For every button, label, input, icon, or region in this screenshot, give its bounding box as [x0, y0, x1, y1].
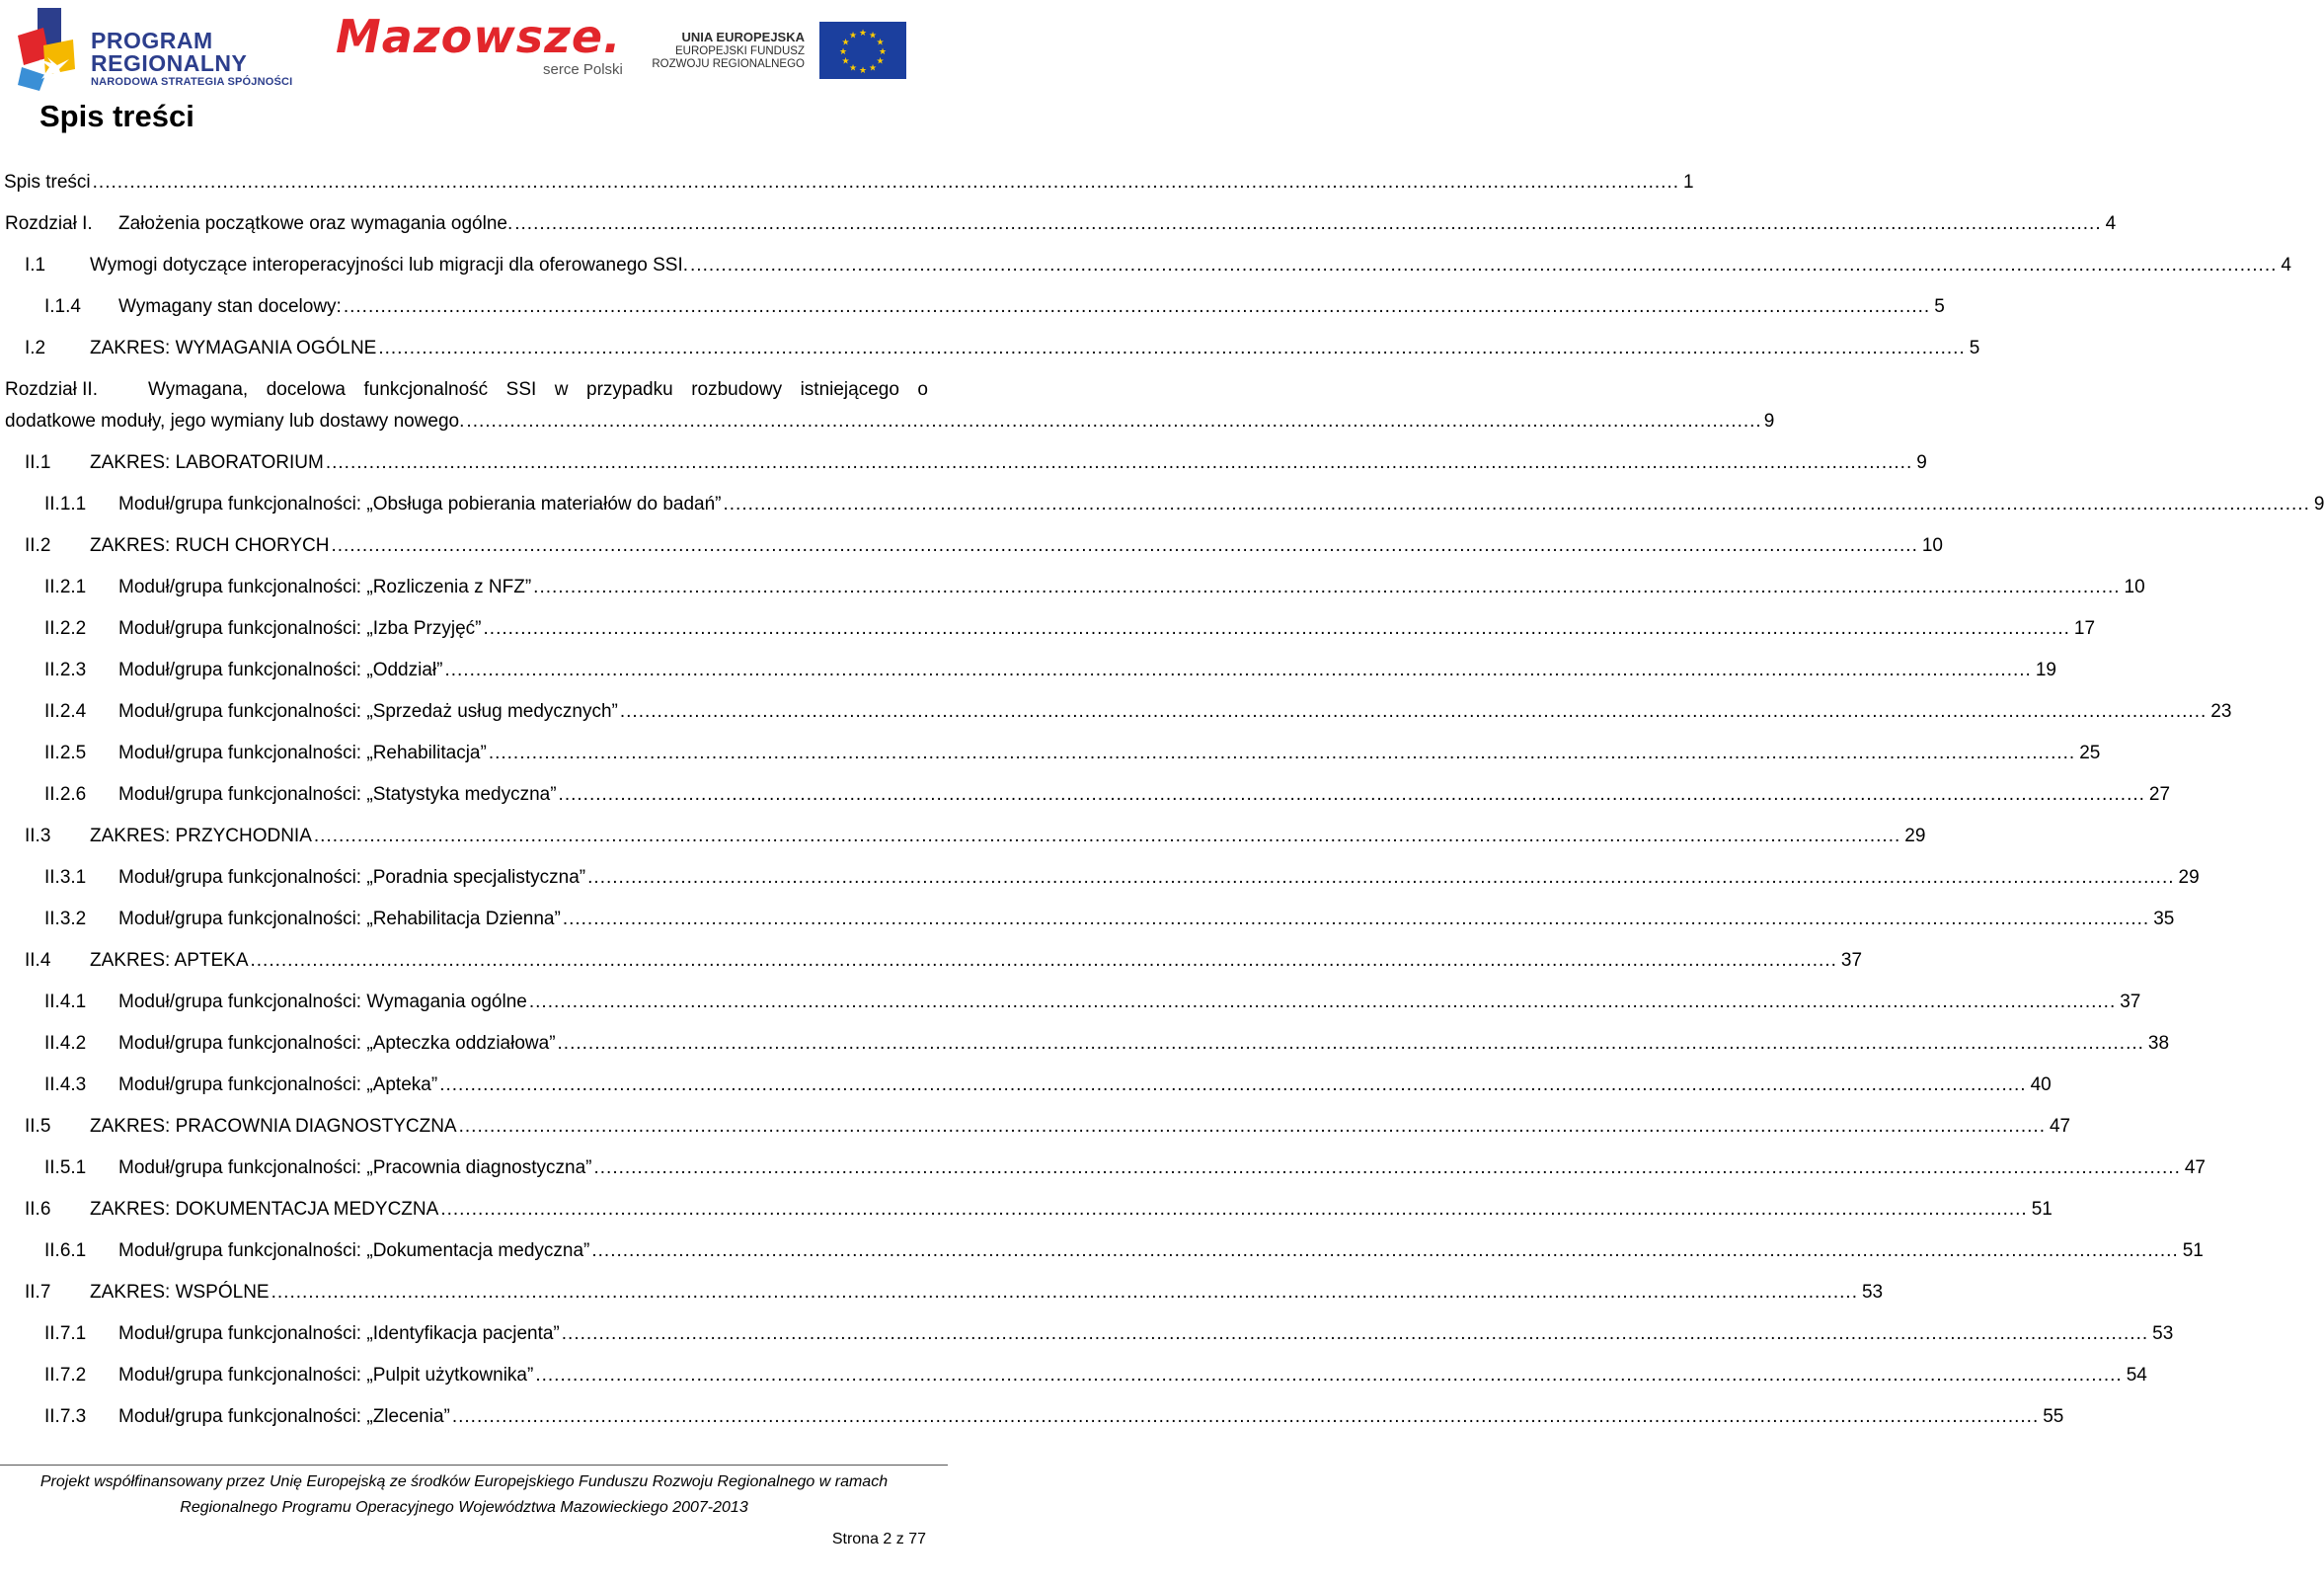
toc-leader-dots [251, 950, 1837, 972]
toc-entry-text: Spis treści [4, 172, 91, 193]
toc-leader-dots [620, 701, 2207, 723]
toc-entry-text: Moduł/grupa funkcjonalności: „Pracownia diagnostyczna” [118, 1157, 592, 1178]
toc-entry-number: I.1 [25, 255, 46, 276]
toc-entry-number: II.4.2 [44, 1033, 87, 1054]
toc-entry-text: Założenia początkowe oraz wymagania ogólne. [118, 213, 513, 234]
program-regionalny-emblem-icon [14, 6, 83, 91]
toc-entry-page: 4 [2281, 255, 2291, 276]
toc-leader-dots [344, 296, 1930, 318]
toc-leader-dots: ................................................................................................................................................................................................................. [466, 411, 1762, 432]
toc-entry-number: II.6 [25, 1199, 51, 1220]
toc-entry-number: I.2 [25, 338, 46, 358]
toc-entry[interactable] [0, 484, 2324, 525]
toc-entry[interactable] [0, 1355, 2147, 1396]
toc-entry[interactable] [0, 245, 2291, 286]
toc-entry-text: ZAKRES: RUCH CHORYCH [90, 535, 330, 556]
toc-entry-page: 37 [1840, 950, 1863, 971]
toc-entry-number: II.6.1 [44, 1240, 87, 1261]
toc-leader-dots [690, 255, 2277, 277]
toc-leader-dots [452, 1406, 2039, 1428]
toc-leader-dots [559, 784, 2145, 806]
toc-leader-dots [587, 867, 2174, 889]
toc-entry-page: 47 [2184, 1157, 2206, 1178]
toc-entry-number: II.4.1 [44, 991, 87, 1012]
toc-entry-number: II.2.2 [44, 618, 87, 639]
toc-entry-text: Moduł/grupa funkcjonalności: „Identyfikacja pacjenta” [118, 1323, 560, 1344]
toc-leader-dots [563, 909, 2149, 930]
toc-entry[interactable] [0, 1396, 2064, 1438]
eu-logo-line3: ROZWOJU REGIONALNEGO [652, 58, 805, 70]
toc-entry-first-line [5, 374, 928, 406]
toc-entry-number: II.2.5 [44, 743, 87, 763]
toc-entry-page: 5 [1969, 338, 1980, 358]
toc-entry-number: II.3 [25, 826, 51, 846]
toc-entry[interactable] [0, 899, 2175, 940]
toc-entry[interactable] [0, 691, 2232, 733]
toc-leader-dots [562, 1323, 2148, 1345]
toc-entry-number: I.1.4 [44, 296, 81, 317]
toc-entry-number: II.2.4 [44, 701, 87, 722]
toc-leader-dots [331, 535, 1917, 557]
toc-leader-dots [489, 743, 2075, 764]
toc-entry-page: 9 [1916, 452, 1927, 473]
toc-leader-dots [439, 1074, 2026, 1096]
toc-leader-dots [484, 618, 2070, 640]
svg-text:★: ★ [848, 31, 858, 41]
toc-leader-dots [440, 1199, 2027, 1221]
eu-logo-line1: UNIA EUROPEJSKA [681, 30, 805, 44]
toc-entry-text: Moduł/grupa funkcjonalności: „Rehabilitacja Dzienna” [118, 909, 561, 929]
toc-entry-number: II.7.2 [44, 1365, 87, 1386]
eu-logo [652, 20, 918, 89]
toc-entry-number: II.2.3 [44, 660, 87, 680]
toc-entry-text: ZAKRES: WYMAGANIA OGÓLNE [90, 338, 377, 358]
toc-entry-page: 5 [1934, 296, 1945, 317]
toc-entry[interactable] [0, 1272, 1884, 1313]
toc-entry[interactable] [0, 608, 2096, 650]
toc-entry-page: 37 [2120, 991, 2141, 1012]
mazowsze-logo [336, 10, 632, 83]
toc-entry-text: Moduł/grupa funkcjonalności: Wymagania ogólne [118, 991, 527, 1012]
toc-leader-dots [444, 660, 2031, 681]
toc-entry[interactable] [0, 1106, 2071, 1148]
toc-entry-text: Moduł/grupa funkcjonalności: „Dokumentacja medyczna” [118, 1240, 590, 1261]
toc-entry-page: 47 [2049, 1116, 2071, 1137]
toc-entry-number: II.7.1 [44, 1323, 87, 1344]
toc-entry-number: II.4 [25, 950, 51, 971]
toc-entry[interactable] [0, 567, 2145, 608]
mazowsze-tagline: serce Polski [543, 61, 623, 78]
svg-text:★: ★ [876, 56, 885, 67]
eu-logo-line2: EUROPEJSKI FUNDUSZ [675, 45, 805, 57]
toc-entry[interactable] [0, 203, 2117, 245]
svg-text:★: ★ [868, 31, 878, 41]
toc-entry-number: II.3.2 [44, 909, 87, 929]
toc-entry-page: 4 [2105, 213, 2117, 234]
page-title: Spis treści [39, 99, 194, 133]
toc-entry-number: II.2.1 [44, 577, 87, 597]
toc-entry-page: 23 [2210, 701, 2232, 722]
svg-text:★: ★ [868, 63, 878, 74]
toc-entry-second-line [5, 406, 1775, 437]
program-regionalny-line2: REGIONALNY [91, 50, 248, 76]
toc-leader-dots [533, 577, 2120, 598]
svg-text:★: ★ [838, 47, 848, 57]
toc-leader-dots [535, 1365, 2122, 1387]
toc-entry[interactable] [0, 1065, 2052, 1106]
footer-divider [0, 1465, 948, 1466]
toc-leader-dots [378, 338, 1965, 359]
svg-text:★: ★ [858, 66, 868, 76]
toc-entry[interactable] [0, 650, 2056, 691]
toc-entry-text: Moduł/grupa funkcjonalności: „Poradnia specjalistyczna” [118, 867, 586, 888]
toc-entry[interactable] [0, 1148, 2206, 1189]
toc-entry[interactable] [5, 374, 1775, 437]
toc-entry-text: Moduł/grupa funkcjonalności: „Obsługa pobierania materiałów do badań” [118, 494, 722, 515]
toc-entry-page: 10 [2124, 577, 2145, 597]
toc-entry[interactable] [0, 162, 1694, 203]
footer-line2: Regionalnego Programu Operacyjnego Województwa Mazowieckiego 2007-2013 [180, 1499, 748, 1516]
page-number: Strona 2 z 77 [831, 1531, 926, 1547]
toc-entry-page: 9 [1763, 411, 1775, 432]
toc-leader-dots [558, 1033, 2144, 1055]
toc-entry-text: Moduł/grupa funkcjonalności: „Izba Przyjęć” [118, 618, 482, 639]
page-header [0, 0, 948, 94]
toc-entry-page: 40 [2030, 1074, 2052, 1095]
toc-entry[interactable] [0, 1313, 2174, 1355]
toc-entry[interactable] [0, 857, 2200, 899]
mazowsze-wordmark: Mazowsze. [336, 10, 622, 63]
toc-entry-text: Moduł/grupa funkcjonalności: „Sprzedaż usług medycznych” [118, 701, 618, 722]
toc-entry-text: Wymagana, docelowa funkcjonalność SSI w przypadku rozbudowy istniejącego o [148, 379, 928, 400]
toc-entry-number: Rozdział I. [5, 213, 93, 234]
toc-entry[interactable] [0, 1189, 2053, 1230]
toc-entry-number: II.1 [25, 452, 51, 473]
toc-entry-text: ZAKRES: PRACOWNIA DIAGNOSTYCZNA [90, 1116, 457, 1137]
toc-entry-page: 55 [2043, 1406, 2064, 1427]
toc-entry-text: ZAKRES: APTEKA [90, 950, 249, 971]
toc-leader-dots [459, 1116, 2046, 1138]
toc-entry-text: Wymagany stan docelowy: [118, 296, 342, 317]
toc-entry-text: ZAKRES: WSPÓLNE [90, 1282, 270, 1303]
toc-entry-page: 27 [2148, 784, 2171, 805]
toc-entry-number: II.4.3 [44, 1074, 87, 1095]
toc-entry[interactable] [0, 328, 1980, 369]
toc-leader-dots [314, 826, 1900, 847]
toc-entry-page: 29 [1904, 826, 1926, 846]
toc-leader-dots [593, 1157, 2180, 1179]
toc-entry-page: 51 [2031, 1199, 2053, 1220]
toc-entry[interactable] [0, 816, 1926, 857]
toc-entry-text: Moduł/grupa funkcjonalności: „Pulpit użytkownika” [118, 1365, 534, 1386]
toc-entry-text: Moduł/grupa funkcjonalności: „Apteczka oddziałowa” [118, 1033, 556, 1054]
toc-entry[interactable] [0, 774, 2171, 816]
toc-leader-dots [723, 494, 2309, 515]
toc-entry-text: Moduł/grupa funkcjonalności: „Statystyka medyczna” [118, 784, 557, 805]
toc-entry-page: 19 [2035, 660, 2056, 680]
toc-entry-page: 54 [2126, 1365, 2147, 1386]
toc-entry-number: II.2 [25, 535, 51, 556]
svg-text:★: ★ [878, 47, 888, 57]
toc-leader-dots [93, 172, 1679, 194]
toc-entry-text: ZAKRES: PRZYCHODNIA [90, 826, 312, 846]
toc-entry-number: II.7 [25, 1282, 51, 1303]
toc-entry-number: II.7.3 [44, 1406, 87, 1427]
toc-entry-page: 53 [2152, 1323, 2174, 1344]
toc-entry-text: Moduł/grupa funkcjonalności: „Rehabilitacja” [118, 743, 487, 763]
toc-entry-page: 51 [2182, 1240, 2204, 1261]
toc-entry-page: 29 [2178, 867, 2200, 888]
toc-entry[interactable] [0, 1023, 2170, 1065]
toc-entry-text: Moduł/grupa funkcjonalności: „Zlecenia” [118, 1406, 450, 1427]
program-regionalny-line1: PROGRAM [91, 28, 213, 53]
program-regionalny-logo [14, 6, 300, 91]
svg-text:★: ★ [841, 56, 850, 67]
toc-leader-dots [326, 452, 1912, 474]
toc-entry-page: 17 [2073, 618, 2096, 639]
toc-entry-number: II.3.1 [44, 867, 87, 888]
svg-text:★: ★ [858, 29, 868, 39]
toc-leader-dots [271, 1282, 1858, 1304]
svg-text:★: ★ [841, 38, 850, 48]
toc-entry[interactable] [0, 286, 1945, 328]
toc-entry-page: 10 [1921, 535, 1943, 556]
toc-entry-page: 1 [1683, 172, 1694, 193]
toc-entry-number: II.1.1 [44, 494, 87, 515]
svg-text:★: ★ [848, 63, 858, 74]
svg-text:★: ★ [876, 38, 885, 48]
toc-entry-page: 38 [2147, 1033, 2170, 1054]
toc-entry-page: 9 [2313, 494, 2324, 515]
toc-entry-number: II.5.1 [44, 1157, 87, 1178]
eu-flag-icon [819, 22, 906, 79]
toc-entry-text: Moduł/grupa funkcjonalności: „Apteka” [118, 1074, 438, 1095]
toc-entry[interactable] [0, 940, 1863, 982]
footer-line1: Projekt współfinansowany przez Unię Europejską ze środków Europejskiego Funduszu Rozwoju Regionalnego w ramach [39, 1473, 889, 1490]
toc-leader-dots [591, 1240, 2178, 1262]
toc-entry-number: II.5 [25, 1116, 51, 1137]
toc-entry[interactable] [0, 1230, 2204, 1272]
toc-entry-page: 25 [2079, 743, 2101, 763]
program-regionalny-line3: NARODOWA STRATEGIA SPÓJNOŚCI [91, 76, 293, 88]
toc-entry-text: Moduł/grupa funkcjonalności: „Rozliczenia z NFZ” [118, 577, 532, 597]
toc-entry-text-continued: dodatkowe moduły, jego wymiany lub dostawy nowego. [5, 411, 465, 432]
toc-entry[interactable] [0, 525, 1943, 567]
toc-entry-page: 35 [2153, 909, 2175, 929]
toc-entry-text: Wymogi dotyczące interoperacyjności lub migracji dla oferowanego SSI. [90, 255, 689, 276]
toc-entry-text: ZAKRES: DOKUMENTACJA MEDYCZNA [90, 1199, 439, 1220]
toc-entry-text: Moduł/grupa funkcjonalności: „Oddział” [118, 660, 443, 680]
toc-entry-page: 53 [1861, 1282, 1884, 1303]
toc-entry[interactable] [0, 982, 2141, 1023]
toc-entry[interactable] [0, 442, 1927, 484]
toc-leader-dots [514, 213, 2101, 235]
toc-entry-text: ZAKRES: LABORATORIUM [90, 452, 324, 473]
toc-entry-number: II.2.6 [44, 784, 87, 805]
toc-entry[interactable] [0, 733, 2101, 774]
toc-entry-number: Rozdział II. [5, 379, 98, 400]
toc-leader-dots [529, 991, 2116, 1013]
